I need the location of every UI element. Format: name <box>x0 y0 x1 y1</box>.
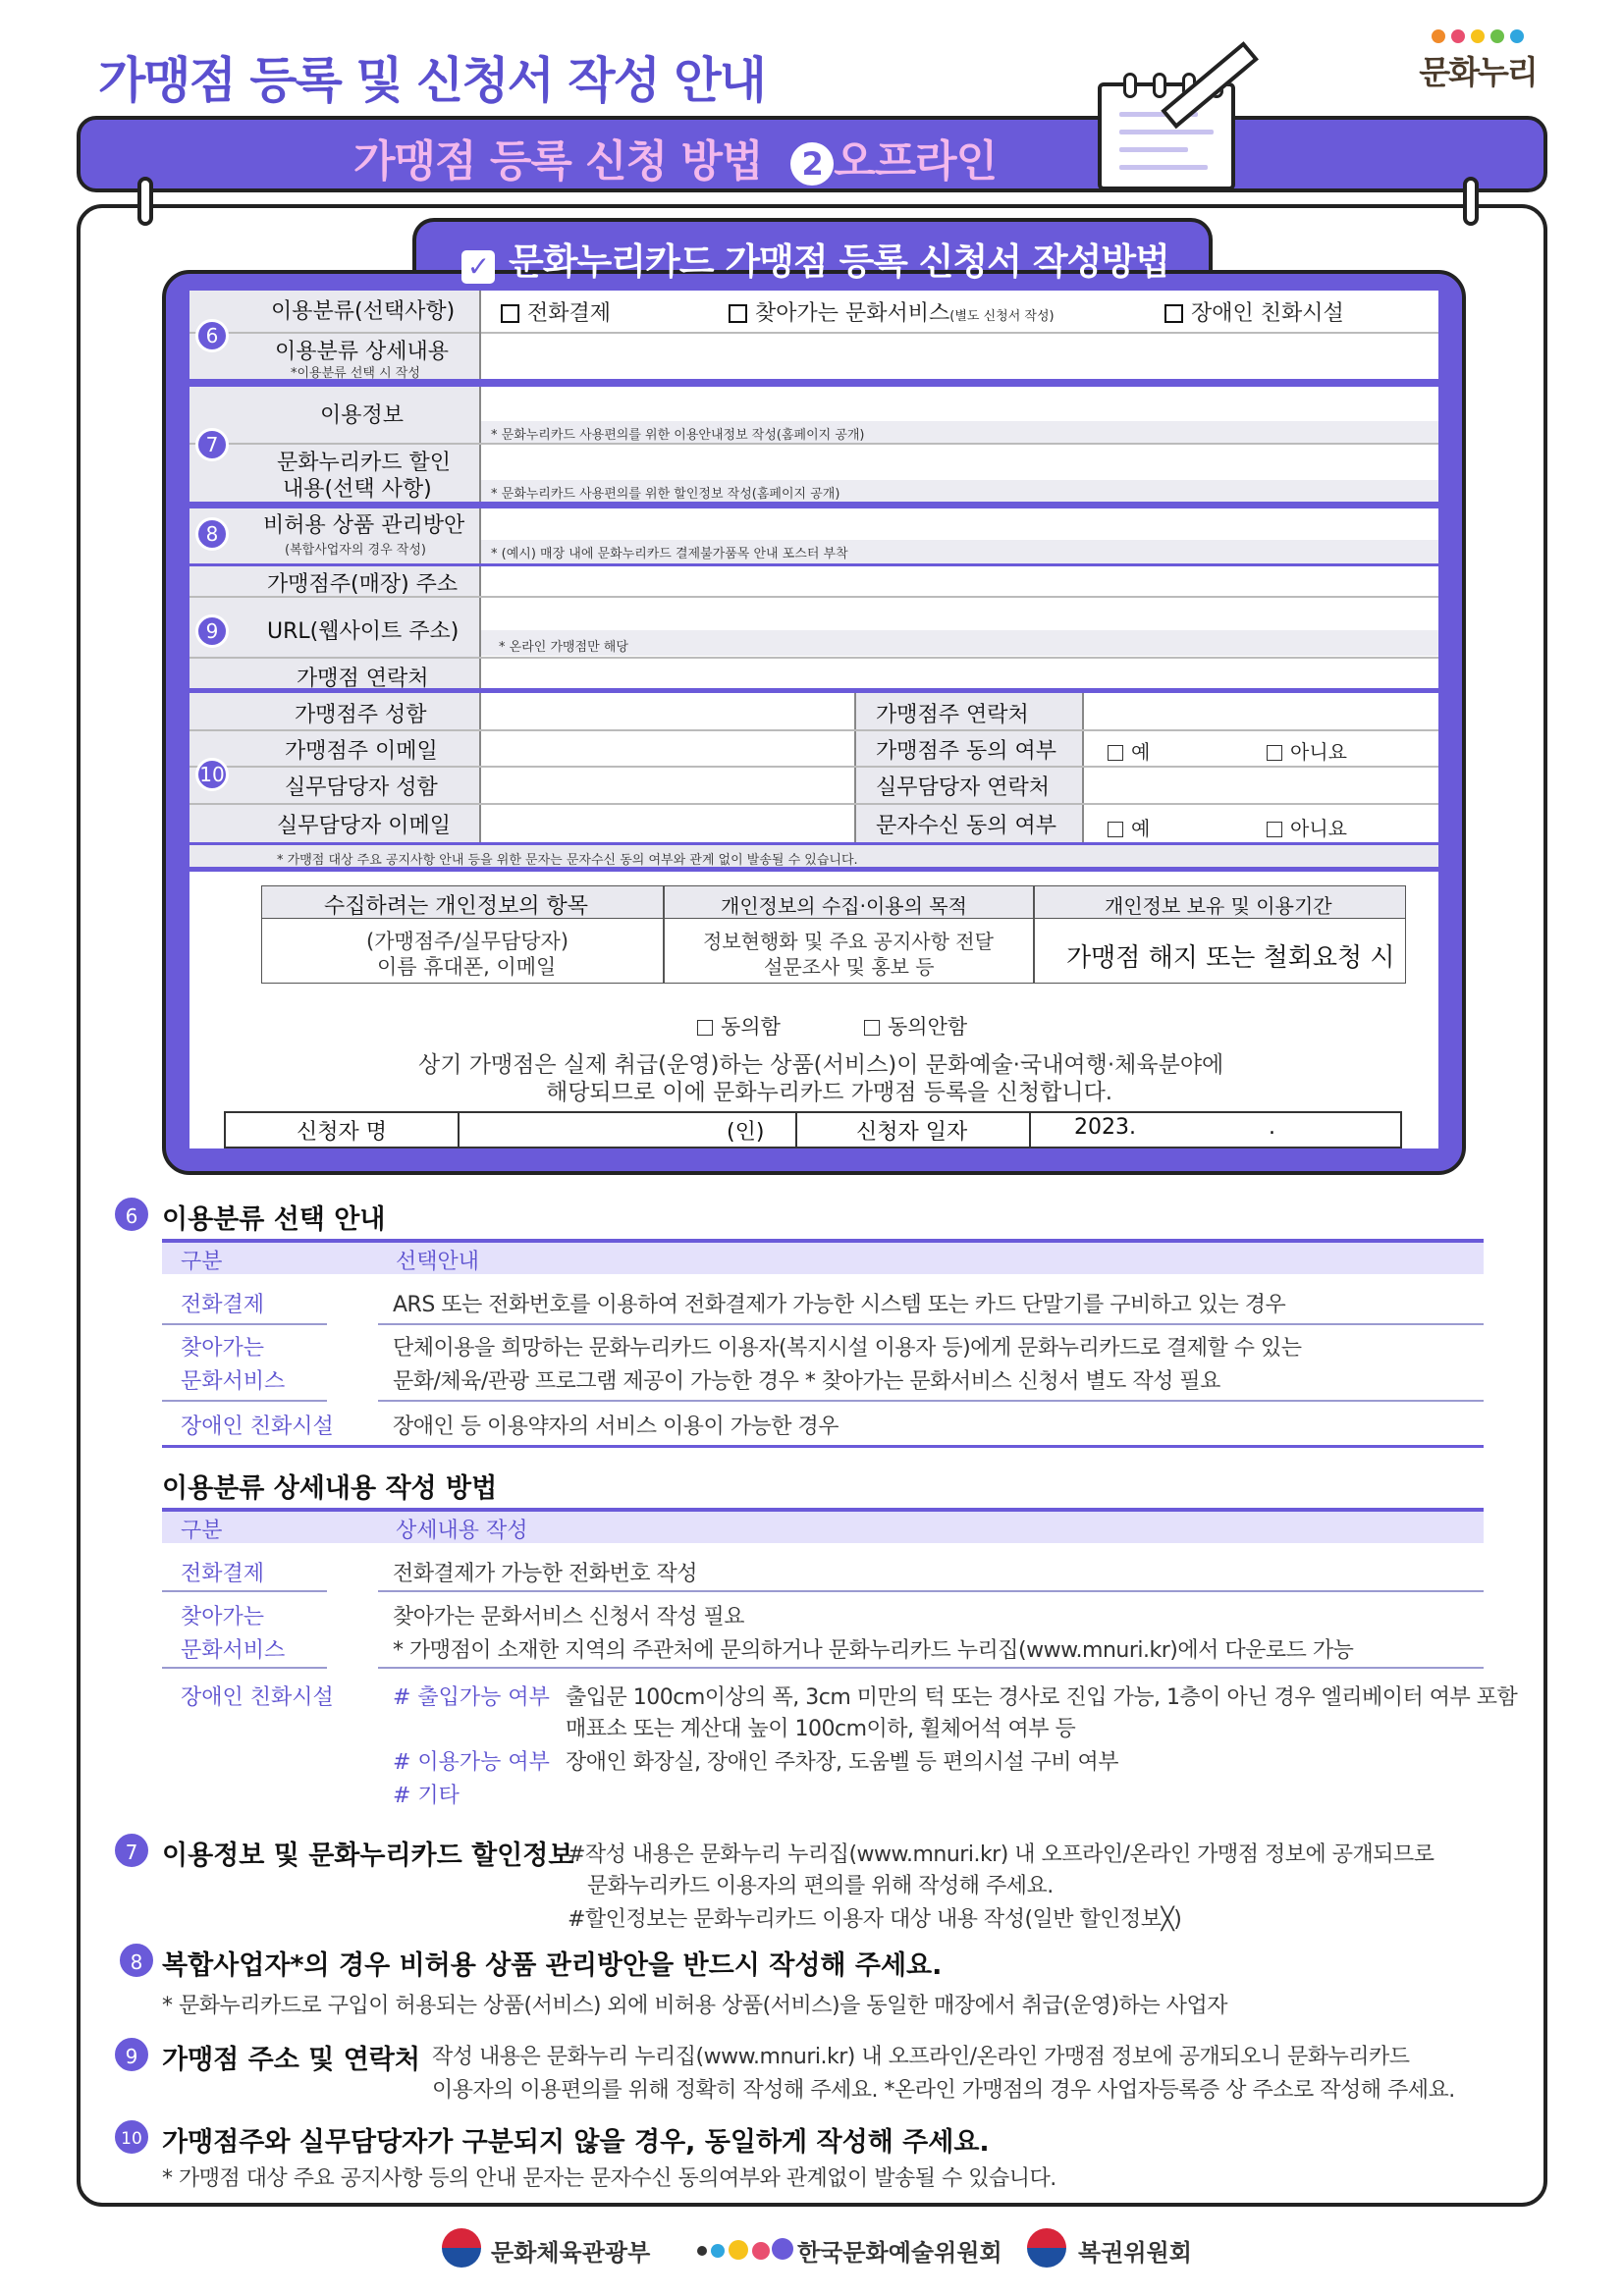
owner-phone-label: 가맹점주 연락처 <box>876 703 1029 727</box>
store-phone-input[interactable] <box>481 659 1438 688</box>
s6b-key-phone: 전화결제 <box>181 1562 265 1586</box>
s6b-val-phone: 전화결제가 가능한 전화번호 작성 <box>393 1562 698 1586</box>
usage-detail-input[interactable] <box>481 334 1438 379</box>
s7-line-1: #작성 내용은 문화누리 누리집(www.mnuri.kr) 내 오프라인/온라인 가맹점 정보에 공개되므로 <box>568 1842 1435 1867</box>
binder-clip-icon <box>137 177 153 226</box>
s6b-val-usage: 장애인 화장실, 장애인 주차장, 도움벨 등 편의시설 구비 여부 <box>566 1750 1118 1775</box>
s9-line-2: 이용자의 이용편의를 위해 정확히 작성해 주세요. *온라인 가맹점의 경우 사업자등록증 상 주소로 작성해 주세요. <box>432 2078 1455 2103</box>
check-icon: ✓ <box>461 250 495 284</box>
checkbox-icon[interactable] <box>729 304 747 323</box>
form-title <box>461 232 1169 285</box>
section-7-title: 이용정보 및 문화누리카드 할인정보 <box>162 1841 574 1871</box>
lottery-emblem-icon <box>1027 2228 1066 2268</box>
staff-phone-input[interactable] <box>1084 768 1438 803</box>
s6-key-visit-2: 문화서비스 <box>181 1369 286 1394</box>
usage-detail-note: *이용분류 선택 시 작성 <box>291 366 420 381</box>
restricted-goods-sub: (복합사업자의 경우 작성) <box>285 543 426 558</box>
s6-header-guide: 선택안내 <box>396 1250 480 1274</box>
restricted-goods-label: 비허용 상품 관리방안 <box>263 513 465 538</box>
privacy-items-1: (가맹점주/실무담당자) <box>366 930 569 953</box>
owner-consent-yes[interactable]: 예 <box>1108 736 1150 765</box>
section-6b-title: 이용분류 상세내용 작성 방법 <box>162 1473 498 1504</box>
usage-info-label: 이용정보 <box>320 403 405 428</box>
discount-input[interactable] <box>481 445 1438 480</box>
ministry-emblem-icon <box>442 2228 481 2268</box>
checkbox-icon[interactable] <box>501 304 519 323</box>
privacy-header-items: 수집하려는 개인정보의 항목 <box>324 894 589 919</box>
privacy-agree[interactable]: 동의함 <box>697 1011 781 1041</box>
owner-email-input[interactable] <box>481 731 852 766</box>
url-label: URL(웹사이트 주소) <box>267 619 460 644</box>
checkbox-icon[interactable] <box>1267 745 1282 761</box>
banner-prefix: 가맹점 등록 신청 방법 <box>353 136 763 187</box>
s6b-key-disability: 장애인 친화시설 <box>181 1685 334 1710</box>
staff-email-label: 실무담당자 이메일 <box>277 814 452 838</box>
sms-consent-label: 문자수신 동의 여부 <box>876 814 1057 838</box>
section-9-title: 가맹점 주소 및 연락처 <box>162 2045 420 2075</box>
restricted-goods-input[interactable] <box>481 508 1438 540</box>
privacy-header-period: 개인정보 보유 및 이용기간 <box>1105 894 1332 918</box>
s6b-header-detail: 상세내용 작성 <box>396 1519 528 1543</box>
section-9-badge: 9 <box>115 2038 148 2071</box>
section-6-badge: 6 <box>115 1198 148 1231</box>
restricted-goods-note: * (예시) 매장 내에 문화누리카드 결제불가품목 안내 포스터 부착 <box>491 547 848 561</box>
s6b-key-visit-2: 문화서비스 <box>181 1638 286 1663</box>
application-date-label: 신청자 일자 <box>856 1120 968 1145</box>
url-note: * 온라인 가맹점만 해당 <box>499 640 628 655</box>
footer-org-arts-council: 한국문화예술위원회 <box>797 2239 1002 2267</box>
sms-note: * 가맹점 대상 주요 공지사항 안내 등을 위한 문자는 문자수신 동의 여부와 관계 없이 발송될 수 있습니다. <box>277 853 858 868</box>
owner-email-label: 가맹점주 이메일 <box>285 739 438 764</box>
checkbox-icon[interactable] <box>697 1020 713 1036</box>
declaration-line-1: 상기 가맹점은 실제 취급(운영)하는 상품(서비스)이 문화예술·국내여행·체육분야에 <box>418 1052 1224 1078</box>
section-7-badge: 7 <box>115 1834 148 1867</box>
s6b-val-access-2: 매표소 또는 계산대 높이 100cm이하, 휠체어석 여부 등 <box>566 1717 1076 1741</box>
s6b-header-category: 구분 <box>181 1519 223 1543</box>
s7-line-2: 문화누리카드 이용자의 편의를 위해 작성해 주세요. <box>587 1874 1054 1898</box>
s9-line-1: 작성 내용은 문화누리 누리집(www.mnuri.kr) 내 오프라인/온라인 가맹점 정보에 공개되오니 문화누리카드 <box>432 2045 1410 2069</box>
usage-info-input[interactable] <box>481 387 1438 421</box>
s6b-tag-access: # 출입가능 여부 <box>393 1685 550 1710</box>
munhwanuri-logo <box>1394 29 1561 108</box>
section-10-badge: 10 <box>115 2120 148 2154</box>
banner-title <box>353 126 997 188</box>
seal-mark: (인) <box>727 1120 765 1145</box>
s6-val-phone: ARS 또는 전화번호를 이용하여 전화결제가 가능한 시스템 또는 카드 단말기를 구비하고 있는 경우 <box>393 1293 1286 1317</box>
section-8-title: 복합사업자*의 경우 비허용 상품 관리방안을 반드시 작성해 주세요. <box>162 1950 943 1981</box>
checkbox-icon[interactable] <box>1267 822 1282 837</box>
s6b-val-visit-2: * 가맹점이 소재한 지역의 주관처에 문의하거나 문화누리카드 누리집(www.mnuri.kr)에서 다운로드 가능 <box>393 1638 1354 1663</box>
logo-dots-icon <box>1394 29 1561 43</box>
s6b-tag-etc: # 기타 <box>393 1784 460 1808</box>
s7-line-3: #할인정보는 문화누리카드 이용자 대상 내용 작성(일반 할인정보╳) <box>568 1907 1182 1932</box>
application-date-sep: . <box>1269 1115 1275 1140</box>
binder-clip-icon <box>1463 177 1479 226</box>
privacy-purpose-1: 정보현행화 및 주요 공지사항 전달 <box>703 930 994 953</box>
privacy-header-purpose: 개인정보의 수집·이용의 목적 <box>721 894 967 918</box>
footer-org-ministry: 문화체육관광부 <box>491 2239 651 2267</box>
staff-name-label: 실무담당자 성함 <box>285 775 438 800</box>
application-year[interactable]: 2023. <box>1074 1115 1136 1140</box>
staff-email-input[interactable] <box>481 805 852 842</box>
checkbox-icon[interactable] <box>864 1020 880 1036</box>
s6b-tag-usage: # 이용가능 여부 <box>393 1750 550 1775</box>
privacy-items-2: 이름 휴대폰, 이메일 <box>377 955 557 979</box>
owner-consent-label: 가맹점주 동의 여부 <box>876 739 1057 764</box>
owner-phone-input[interactable] <box>1084 695 1438 729</box>
s6b-val-visit-1: 찾아가는 문화서비스 신청서 작성 필요 <box>393 1605 745 1629</box>
s6-header-category: 구분 <box>181 1250 223 1274</box>
s6b-val-access-1: 출입문 100cm이상의 폭, 3cm 미만의 턱 또는 경사로 진입 가능, 1층이 아닌 경우 엘리베이터 여부 포함 <box>566 1685 1518 1710</box>
s10-note: * 가맹점 대상 주요 공지사항 등의 안내 문자는 문자수신 동의여부와 관계없이 발송될 수 있습니다. <box>162 2166 1056 2191</box>
s8-note: * 문화누리카드로 구입이 허용되는 상품(서비스) 외에 비허용 상품(서비스)을 동일한 매장에서 취급(운영)하는 사업자 <box>162 1994 1228 2018</box>
owner-name-label: 가맹점주 성함 <box>295 703 427 727</box>
signature-row <box>224 1111 1402 1148</box>
s6b-key-visit-1: 찾아가는 <box>181 1605 265 1629</box>
s6-val-disability: 장애인 등 이용약자의 서비스 이용이 가능한 경우 <box>393 1415 839 1439</box>
url-input[interactable] <box>481 598 1438 630</box>
sms-consent-no[interactable]: 아니요 <box>1267 813 1347 841</box>
section-10-title: 가맹점주와 실무담당자가 구분되지 않을 경우, 동일하게 작성해 주세요. <box>162 2127 990 2158</box>
owner-consent-no[interactable]: 아니요 <box>1267 736 1347 765</box>
checkbox-icon[interactable] <box>1108 745 1123 761</box>
option-phone-payment[interactable]: 전화결제 <box>501 296 611 327</box>
owner-name-input[interactable] <box>481 695 852 729</box>
footer-org-lottery: 복권위원회 <box>1078 2239 1192 2267</box>
notepad-icon <box>1098 82 1235 190</box>
page-title: 가맹점 등록 및 신청서 작성 안내 <box>98 52 765 109</box>
s6-key-visit-1: 찾아가는 <box>181 1336 265 1361</box>
declaration-line-2: 해당되므로 이에 문화누리카드 가맹점 등록을 신청합니다. <box>546 1080 1113 1105</box>
option-disability-friendly[interactable]: 장애인 친화시설 <box>1164 296 1344 327</box>
privacy-purpose-2: 설문조사 및 홍보 등 <box>764 955 935 979</box>
store-address-input[interactable] <box>481 566 1438 596</box>
banner-suffix: 오프라인 <box>834 136 998 187</box>
s6-val-visit-2: 문화/체육/관광 프로그램 제공이 가능한 경우 * 찾아가는 문화서비스 신청서 별도 작성 필요 <box>393 1369 1220 1394</box>
store-address-label: 가맹점주(매장) 주소 <box>267 572 459 597</box>
step-9-badge: 9 <box>195 614 229 648</box>
section-6-title: 이용분류 선택 안내 <box>162 1204 386 1235</box>
s6-key-phone: 전화결제 <box>181 1293 265 1317</box>
logo-text: 문화누리 <box>1419 53 1537 91</box>
step-10-badge: 10 <box>195 758 229 791</box>
form-title-text: 문화누리카드 가맹점 등록 신청서 작성방법 <box>509 240 1169 283</box>
step-6-badge: 6 <box>195 319 229 352</box>
arts-council-logo-icon <box>697 2236 795 2264</box>
discount-note: * 문화누리카드 사용편의를 위한 할인정보 작성(홈페이지 공개) <box>491 487 840 502</box>
privacy-period: 가맹점 해지 또는 철회요청 시 <box>1066 943 1395 973</box>
sms-consent-yes[interactable]: 예 <box>1108 813 1150 841</box>
staff-phone-label: 실무담당자 연락처 <box>876 775 1051 800</box>
s6-key-disability: 장애인 친화시설 <box>181 1415 334 1439</box>
s6-val-visit-1: 단체이용을 희망하는 문화누리카드 이용자(복지시설 이용자 등)에게 문화누리카드로 결제할 수 있는 <box>393 1336 1302 1361</box>
usage-category-label: 이용분류(선택사항) <box>271 299 456 324</box>
checkbox-icon[interactable] <box>1164 304 1183 323</box>
option-visiting-service[interactable]: 찾아가는 문화서비스(별도 신청서 작성) <box>729 296 1055 327</box>
staff-name-input[interactable] <box>481 768 852 803</box>
applicant-name-label: 신청자 명 <box>297 1120 388 1145</box>
discount-label-1: 문화누리카드 할인 <box>277 451 452 475</box>
section-8-badge: 8 <box>120 1944 153 1977</box>
checkbox-icon[interactable] <box>1108 822 1123 837</box>
discount-label-2: 내용(선택 사항) <box>283 477 432 502</box>
privacy-disagree[interactable]: 동의안함 <box>864 1011 967 1041</box>
step-7-badge: 7 <box>195 428 229 461</box>
step-8-badge: 8 <box>195 517 229 551</box>
step-number-icon: 2 <box>790 142 834 186</box>
store-phone-label: 가맹점 연락처 <box>297 667 429 691</box>
usage-detail-label: 이용분류 상세내용 <box>275 340 450 364</box>
usage-info-note: * 문화누리카드 사용편의를 위한 이용안내정보 작성(홈페이지 공개) <box>491 428 865 443</box>
